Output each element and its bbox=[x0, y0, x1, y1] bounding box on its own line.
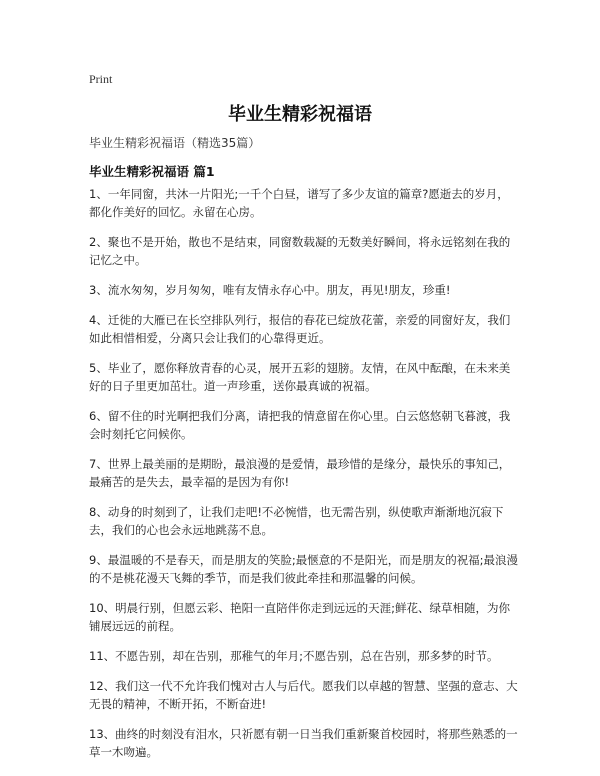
paragraph-item: 13、曲终的时刻没有泪水，只祈愿有朝一日当我们重新聚首校园时，将那些熟悉的一草一木吻遍。 bbox=[89, 727, 518, 759]
paragraph-item: 10、明晨行别，但愿云彩、艳阳一直陪伴你走到远远的天涯;鲜花、绿草相随，为你铺展远远的前程。 bbox=[89, 601, 511, 633]
paragraph-item: 11、不愿告别，却在告别，那稚气的年月;不愿告别，总在告别，那多梦的时节。 bbox=[89, 649, 499, 663]
paragraph-item: 2、聚也不是开始，散也不是结束，同窗数载凝的无数美好瞬间，将永远铭刻在我的记忆之中。 bbox=[89, 235, 511, 267]
page-title: 毕业生精彩祝福语 bbox=[228, 104, 372, 125]
print-link[interactable]: Print bbox=[89, 72, 113, 86]
subtitle: 毕业生精彩祝福语（精选35篇） bbox=[89, 136, 261, 150]
paragraph-item: 3、流水匆匆，岁月匆匆，唯有友情永存心中。朋友，再见!朋友，珍重! bbox=[89, 283, 451, 297]
paragraph-item: 1、一年同窗，共沐一片阳光;一千个白昼，谱写了多少友谊的篇章?愿逝去的岁月，都化作美好的回忆。永留在心房。 bbox=[89, 187, 509, 219]
paragraph-item: 12、我们这一代不允许我们愧对古人与后代。愿我们以卓越的智慧、坚强的意志、大无畏的精神，不断开拓，不断奋进! bbox=[89, 679, 518, 711]
paragraph-item: 8、动身的时刻到了，让我们走吧!不必惋惜，也无需告别，纵使歌声渐渐地沉寂下去，我们的心也会永远地跳荡不息。 bbox=[89, 505, 504, 537]
paragraph-item: 4、迁徙的大雁已在长空排队列行，报信的春花已绽放花蕾，亲爱的同窗好友，我们如此相惜相爱，分离只会让我们的心靠得更近。 bbox=[89, 313, 511, 345]
paragraph-item: 7、世界上最美丽的是期盼，最浪漫的是爱情，最珍惜的是缘分，最快乐的事知己，最痛苦的是失去，最幸福的是因为有你! bbox=[89, 457, 511, 489]
section-heading: 毕业生精彩祝福语 篇1 bbox=[89, 164, 215, 179]
paragraph-list bbox=[89, 185, 519, 773]
paragraph-item: 5、毕业了，愿你释放青春的心灵，展开五彩的翅膀。友情，在风中酝酿，在未来美好的日子里更加茁壮。道一声珍重，送你最真诚的祝福。 bbox=[89, 361, 511, 393]
paragraph-item: 9、最温暖的不是春天，而是朋友的笑脸;最惬意的不是阳光，而是朋友的祝福;最浪漫的不是桃花漫天飞舞的季节，而是我们彼此牵挂和那温馨的问候。 bbox=[89, 553, 519, 585]
paragraph-item: 6、留不住的时光啊把我们分离，请把我的情意留在你心里。白云悠悠朝飞暮渡，我会时刻托它问候你。 bbox=[89, 409, 511, 441]
